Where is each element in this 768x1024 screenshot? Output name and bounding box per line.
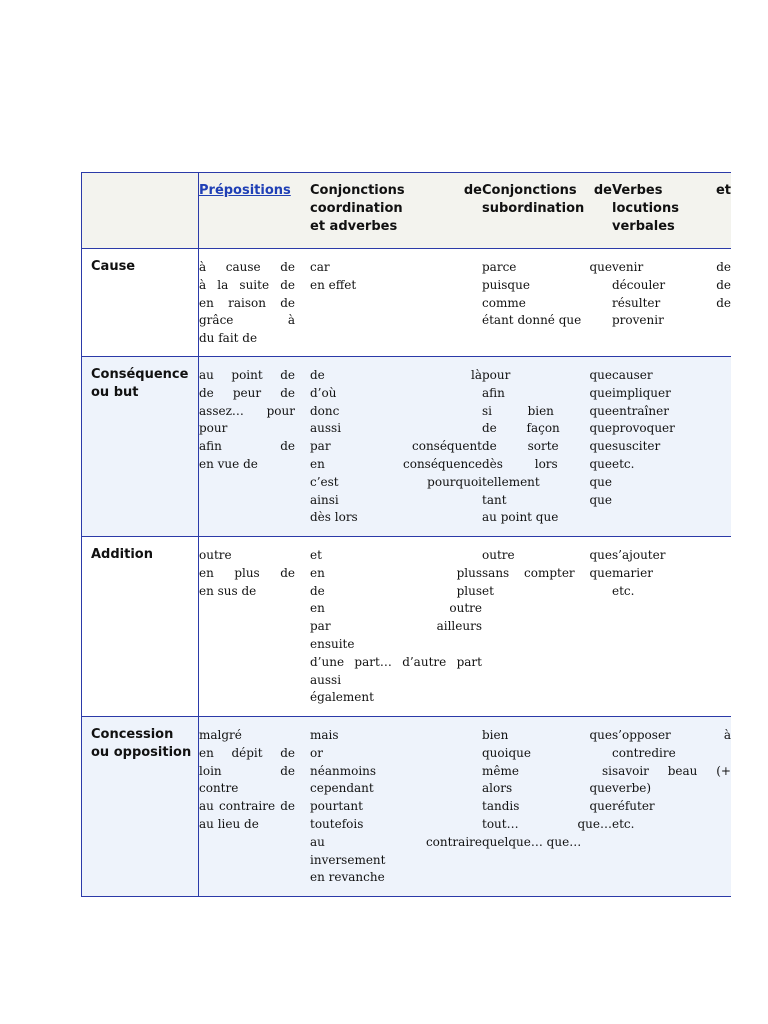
header-coordination: Conjonctions de coordination et adverbes — [310, 183, 482, 234]
cell-entry: d’où — [310, 385, 337, 400]
table-row-cause — [82, 249, 731, 357]
prepositions-link[interactable]: Prépositions — [199, 183, 291, 198]
cell-entry: de plus — [310, 583, 482, 598]
concession-coordination — [310, 727, 482, 887]
cell-entry: également — [310, 690, 374, 705]
cell-entry: ensuite — [310, 636, 355, 651]
cell-entry: en sus de — [199, 583, 257, 598]
cell-entry: quelque… que… — [482, 834, 582, 849]
cell-entry: puisque — [482, 277, 530, 292]
cell-entry: si bien que — [482, 403, 612, 418]
consequence-subordination — [482, 367, 612, 527]
cell-entry: au contraire — [310, 834, 482, 849]
cell-entry: etc. — [612, 816, 635, 831]
addition-subordination — [482, 547, 612, 600]
cell-entry: pourtant — [310, 799, 363, 814]
cell-entry: malgré — [199, 728, 242, 742]
cell-entry: susciter — [612, 439, 661, 454]
cell-entry: tant que — [482, 492, 612, 507]
cell-entry: toutefois — [310, 816, 364, 831]
cell-entry: provoquer — [612, 421, 675, 436]
cell-entry: par ailleurs — [310, 619, 482, 634]
cell-entry: aussi — [310, 672, 342, 687]
cell-entry: au point que — [482, 510, 559, 525]
cell-entry: par conséquent — [310, 439, 482, 454]
cell-entry: etc. — [612, 583, 635, 598]
cell-entry: en effet — [310, 277, 357, 292]
cell-entry: même si — [482, 763, 612, 778]
cell-entry: impliquer — [612, 385, 671, 400]
concession-prepositions — [199, 727, 295, 834]
cell-entry: en plus de — [199, 565, 295, 580]
header-subordination: Conjonctions de subordination — [482, 183, 612, 216]
cell-entry: s’opposer à — [612, 728, 731, 742]
cell-entry: aussi — [310, 421, 342, 436]
row-label-concession: Concession ou opposition — [91, 727, 192, 760]
consequence-verbs — [612, 367, 731, 474]
cell-entry: de peur de — [199, 385, 295, 400]
cell-entry: sans compter que — [482, 565, 612, 580]
consequence-prepositions — [199, 367, 295, 474]
cell-entry: venir de — [612, 260, 731, 274]
cell-entry: à la suite de — [199, 277, 295, 292]
header-prepositions[interactable] — [199, 182, 297, 200]
cell-entry: s’ajouter — [612, 548, 666, 562]
cell-entry: et — [310, 548, 322, 562]
cause-coordination — [310, 259, 482, 295]
cell-entry: causer — [612, 368, 653, 382]
cell-entry: savoir beau (+ — [612, 763, 731, 778]
cell-entry: en outre — [310, 601, 482, 616]
cell-entry: quoique — [482, 745, 531, 760]
cell-entry: d’une part… d’autre part — [310, 654, 482, 669]
cell-entry: provenir — [612, 313, 664, 328]
cell-entry: cependant — [310, 781, 374, 796]
concession-verbs — [612, 727, 731, 834]
cell-entry: inversement — [310, 852, 386, 867]
cell-entry: en dépit de — [199, 745, 295, 760]
cell-entry: découler de — [612, 277, 731, 292]
header-verbs: Verbes et locutions verbales — [612, 183, 731, 234]
cause-verbs — [612, 259, 731, 330]
cell-entry: en plus — [310, 565, 482, 580]
cell-entry: entraîner — [612, 403, 669, 418]
cell-entry: mais — [310, 728, 339, 742]
cell-entry: outre que — [482, 548, 612, 562]
cause-subordination — [482, 259, 612, 330]
consequence-coordination — [310, 367, 482, 527]
cell-entry: c’est pourquoi — [310, 474, 482, 489]
cell-entry: résulter de — [612, 295, 731, 310]
cell-entry: dès lors — [310, 510, 358, 525]
addition-verbs — [612, 547, 731, 600]
table-header-row — [82, 173, 731, 249]
cell-entry: or — [310, 745, 323, 760]
cell-entry: en conséquence — [310, 456, 482, 471]
cell-entry: verbe) — [612, 781, 652, 796]
cell-entry: loin de — [199, 763, 295, 778]
cell-entry: réfuter — [612, 799, 655, 814]
cell-entry: néanmoins — [310, 763, 377, 778]
cell-entry: etc. — [612, 456, 635, 471]
cell-entry: afin que — [482, 385, 612, 400]
cell-entry: marier — [612, 565, 653, 580]
cell-entry: comme — [482, 295, 526, 310]
cell-entry: ainsi — [310, 492, 339, 507]
cell-entry: dès lors que — [482, 456, 612, 471]
cell-entry: du fait de — [199, 331, 258, 346]
cell-entry: et — [482, 583, 494, 598]
cell-entry: au contraire de — [199, 799, 295, 814]
cell-entry: afin de — [199, 439, 295, 454]
cell-entry: de là — [310, 368, 482, 382]
cell-entry: tout… que… — [482, 816, 612, 831]
cell-entry: grâce à — [199, 313, 295, 328]
cell-entry: donc — [310, 403, 340, 418]
cell-entry: étant donné que — [482, 313, 582, 328]
addition-coordination — [310, 547, 482, 707]
cell-entry: parce que — [482, 260, 612, 274]
cell-entry: assez… pour — [199, 403, 295, 418]
cell-entry: à cause de — [199, 260, 295, 274]
cell-entry: de sorte que — [482, 439, 612, 454]
table-row-addition — [82, 537, 731, 717]
row-label-addition: Addition — [91, 547, 153, 562]
row-label-cause: Cause — [91, 259, 136, 274]
cell-entry: de façon que — [482, 421, 612, 436]
addition-prepositions — [199, 547, 295, 600]
cell-entry: alors que — [482, 781, 612, 796]
cell-entry: au lieu de — [199, 816, 259, 831]
cell-entry: car — [310, 260, 330, 274]
cause-prepositions — [199, 259, 295, 348]
concession-subordination — [482, 727, 612, 852]
table-row-concession — [82, 717, 731, 897]
cell-entry: bien que — [482, 728, 612, 742]
cell-entry: en revanche — [310, 870, 385, 885]
row-label-consequence: Conséquence ou but — [91, 367, 189, 400]
cell-entry: tandis que — [482, 799, 612, 814]
table-row-consequence — [82, 357, 731, 537]
cell-entry: au point de — [199, 368, 295, 382]
cell-entry: pour que — [482, 368, 612, 382]
cell-entry: pour — [199, 421, 228, 436]
cell-entry: tellement que — [482, 474, 612, 489]
cell-entry: contre — [199, 781, 239, 796]
cell-entry: contredire — [612, 745, 676, 760]
cell-entry: en vue de — [199, 456, 258, 471]
cell-entry: en raison de — [199, 295, 295, 310]
connectors-table — [81, 172, 731, 897]
cell-entry: outre — [199, 548, 232, 562]
